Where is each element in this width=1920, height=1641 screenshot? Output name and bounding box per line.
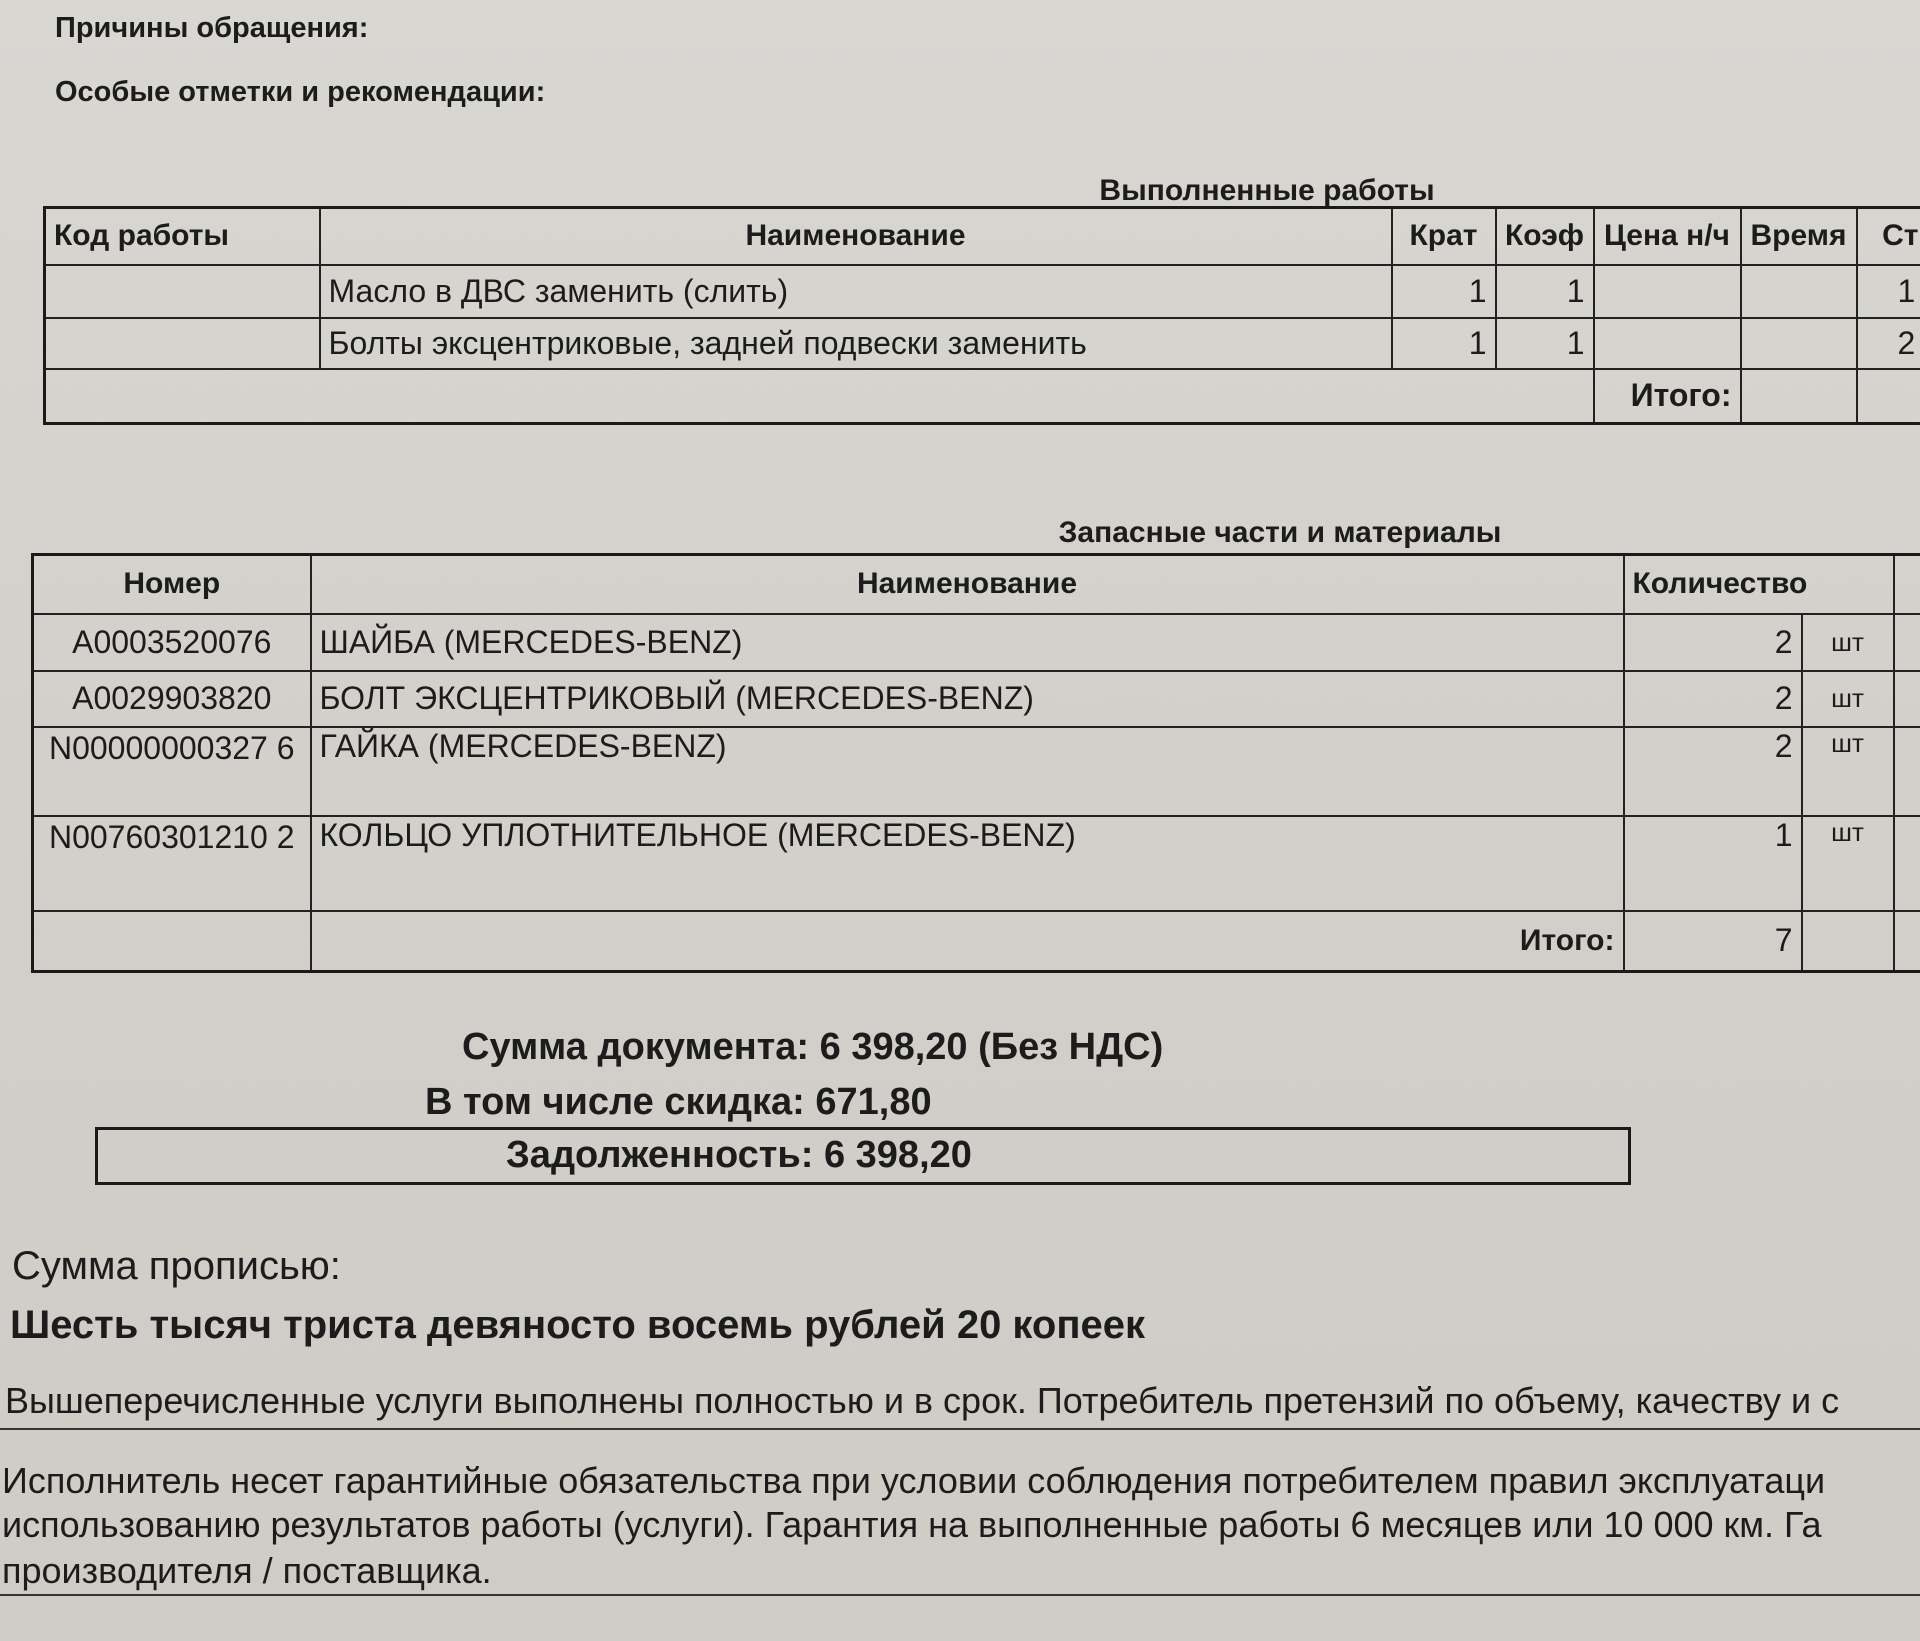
reasons-label: Причины обращения: (55, 12, 369, 44)
work-krat: 1 (1392, 265, 1496, 318)
divider (0, 1428, 1920, 1430)
table-row (33, 816, 1920, 911)
parts-header-row (33, 555, 1920, 614)
part-qty: 1 (1624, 816, 1802, 911)
part-extra (1894, 816, 1920, 911)
in-words-label: Сумма прописью: (12, 1244, 341, 1288)
col-extra (1894, 555, 1920, 614)
part-name: КОЛЬЦО УПЛОТНИТЕЛЬНОЕ (MERCEDES-BENZ) (311, 816, 1624, 911)
parts-total-label: Итого: (311, 911, 1624, 972)
table-row (33, 671, 1920, 727)
part-extra (1894, 727, 1920, 816)
parts-table (31, 553, 1920, 973)
footer-line-2: Исполнитель несет гарантийные обязательства при условии соблюдения потребителем правил эксплуатаци (2, 1460, 1826, 1501)
debt-box (95, 1127, 1631, 1185)
work-price (1594, 318, 1741, 369)
work-code (45, 318, 320, 369)
part-unit: шт (1802, 671, 1894, 727)
work-krat: 1 (1392, 318, 1496, 369)
parts-total-unit (1802, 911, 1894, 972)
table-row (45, 318, 1920, 369)
parts-total-qty: 7 (1624, 911, 1802, 972)
work-koef: 1 (1496, 265, 1594, 318)
col-number: Номер (33, 555, 311, 614)
part-number: N00760301210 2 (33, 816, 311, 911)
work-time (1741, 265, 1857, 318)
part-name: ШАЙБА (MERCEDES-BENZ) (311, 614, 1624, 671)
part-qty: 2 (1624, 671, 1802, 727)
works-header-row (45, 208, 1920, 265)
part-unit: шт (1802, 614, 1894, 671)
part-unit: шт (1802, 727, 1894, 816)
work-name: Масло в ДВС заменить (слить) (320, 265, 1392, 318)
works-total-blank (45, 369, 1594, 424)
footer-line-1: Вышеперечисленные услуги выполнены полностью и в срок. Потребитель претензий по объему, качеству и с (5, 1380, 1840, 1421)
work-koef: 1 (1496, 318, 1594, 369)
part-extra (1894, 614, 1920, 671)
col-time: Время (1741, 208, 1857, 265)
work-cost: 1 (1857, 265, 1920, 318)
parts-total-extra (1894, 911, 1920, 972)
col-cost: Ст (1857, 208, 1920, 265)
table-row (33, 727, 1920, 816)
part-unit: шт (1802, 816, 1894, 911)
col-code: Код работы (45, 208, 320, 265)
part-name: БОЛТ ЭКСЦЕНТРИКОВЫЙ (MERCEDES-BENZ) (311, 671, 1624, 727)
in-words: Шесть тысяч триста девяносто восемь рублей 20 копеек (10, 1303, 1146, 1347)
part-extra (1894, 671, 1920, 727)
works-total-time (1741, 369, 1857, 424)
work-code (45, 265, 320, 318)
footer-line-3: использованию результатов работы (услуги). Гарантия на выполненные работы 6 месяцев или 10 000 км. Га (2, 1504, 1822, 1545)
parts-title: Запасные части и материалы (1058, 516, 1502, 549)
part-qty: 2 (1624, 614, 1802, 671)
col-krat: Крат (1392, 208, 1496, 265)
works-total-label: Итого: (1594, 369, 1741, 424)
work-time (1741, 318, 1857, 369)
discount: В том числе скидка: 671,80 (425, 1081, 932, 1123)
debt: Задолженность: 6 398,20 (506, 1134, 972, 1176)
parts-total-row (33, 911, 1920, 972)
works-total-cost (1857, 369, 1920, 424)
part-number: A0003520076 (33, 614, 311, 671)
works-title: Выполненные работы (1099, 174, 1435, 207)
part-name: ГАЙКА (MERCEDES-BENZ) (311, 727, 1624, 816)
col-price: Цена н/ч (1594, 208, 1741, 265)
col-qty: Количество (1624, 555, 1894, 614)
notes-label: Особые отметки и рекомендации: (55, 76, 546, 108)
table-row (45, 265, 1920, 318)
divider (0, 1594, 1920, 1596)
table-row (33, 614, 1920, 671)
work-name: Болты эксцентриковые, задней подвески заменить (320, 318, 1392, 369)
col-koef: Коэф (1496, 208, 1594, 265)
parts-total-blank (33, 911, 311, 972)
work-cost: 2 (1857, 318, 1920, 369)
footer-line-4: производителя / поставщика. (2, 1550, 492, 1591)
part-number: A0029903820 (33, 671, 311, 727)
col-name: Наименование (320, 208, 1392, 265)
part-qty: 2 (1624, 727, 1802, 816)
document-sum: Сумма документа: 6 398,20 (Без НДС) (462, 1026, 1164, 1068)
part-number: N00000000327 6 (33, 727, 311, 816)
works-total-row (45, 369, 1920, 424)
work-price (1594, 265, 1741, 318)
col-part-name: Наименование (311, 555, 1624, 614)
works-table (43, 206, 1920, 425)
